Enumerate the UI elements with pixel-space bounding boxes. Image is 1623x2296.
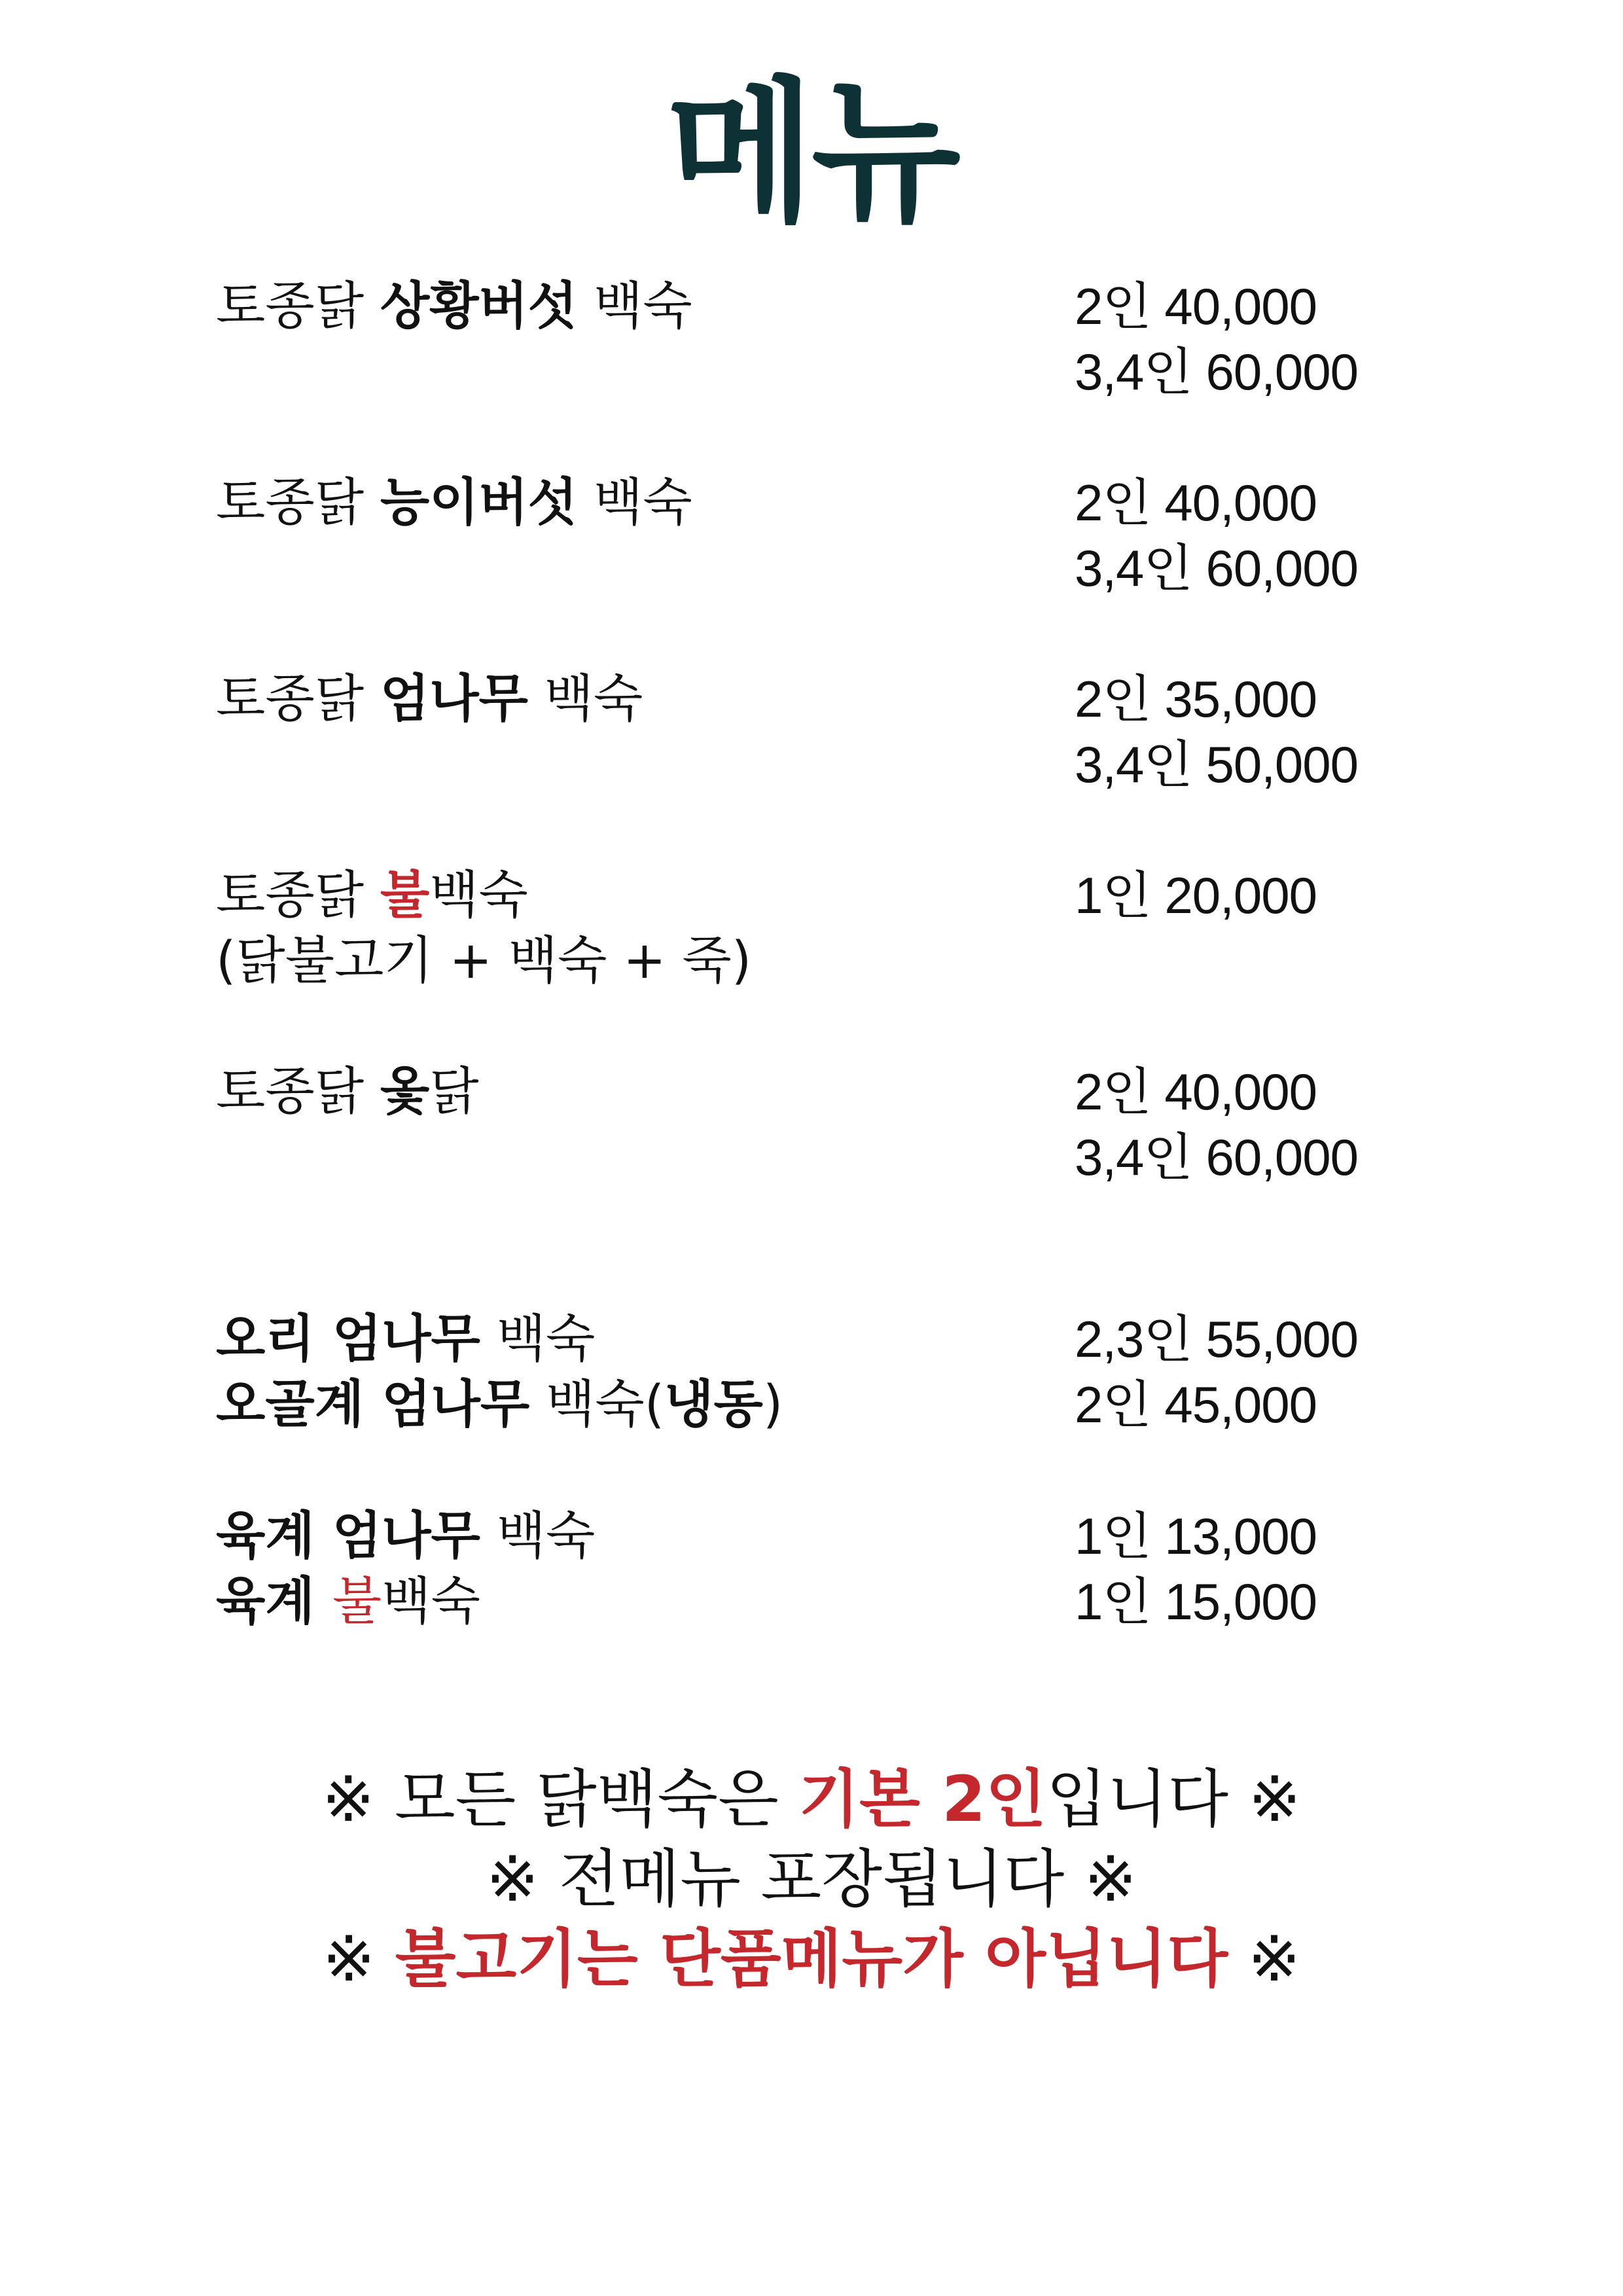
menu-item-highlight: 불 [380, 866, 430, 925]
price-line: 2인 40,000 [1075, 278, 1317, 335]
price-line: 2인 40,000 [1075, 474, 1317, 531]
menu-item-suffix: 백숙 [527, 670, 643, 728]
page-title: 메뉴 [666, 63, 957, 243]
price-line: 3,4인 60,000 [1075, 539, 1359, 597]
menu-item-prefix: 토종닭 [216, 277, 380, 336]
menu-item-suffix: 백숙 [577, 473, 692, 532]
menu-group-prices [1075, 1503, 1533, 1634]
menu-group-names [216, 1306, 1067, 1437]
price-line: 1인 13,000 [1075, 1507, 1317, 1565]
menu-item-name [216, 470, 1067, 535]
price-line: 3,4인 60,000 [1075, 1128, 1359, 1186]
menu-item-highlight: 옻 [380, 1062, 430, 1121]
menu-item-name: 오리 엄나무 백숙 [216, 1310, 596, 1369]
menu-item-description: (닭불고기 + 백숙 + 죽) [216, 931, 752, 990]
menu-item-suffix: 닭 [429, 1062, 479, 1121]
menu-item-highlight: 엄나무 [380, 670, 528, 728]
menu-item-name [216, 863, 1067, 994]
menu-item-name: 오골계 엄나무 백숙(냉동) [216, 1375, 783, 1434]
price-line: 2,3인 55,000 [1075, 1310, 1359, 1368]
menu-group-prices [1075, 1306, 1533, 1437]
menu-item-name: 육계 엄나무 백숙 [216, 1507, 596, 1566]
notice-line: ※ 전메뉴 포장됩니다 ※ [486, 1842, 1137, 1916]
price-line: 2인 35,000 [1075, 670, 1317, 728]
menu-group-names [216, 1503, 1067, 1634]
menu-item-name [216, 274, 1067, 339]
menu-item-highlight: 능이버섯 [380, 473, 578, 532]
menu-item-prices [1075, 666, 1533, 797]
menu-item-prices [1075, 274, 1533, 404]
menu-item-prefix: 토종닭 [216, 866, 380, 925]
notice-line: ※ 불고기는 단품메뉴가 아닙니다 ※ [322, 1922, 1301, 1996]
menu-item-name [216, 1059, 1067, 1124]
price-line: 2인 45,000 [1075, 1376, 1317, 1433]
notice-line: ※ 모든 닭백숙은 기본 2인입니다 ※ [321, 1763, 1301, 1836]
menu-item-name [216, 666, 1067, 732]
menu-item-suffix: 백숙 [577, 277, 692, 336]
menu-item-suffix: 백숙 [429, 866, 528, 925]
price-line: 3,4인 60,000 [1075, 343, 1359, 401]
notice-block [0, 1759, 1623, 1999]
menu-item-name: 육계 불백숙 [216, 1572, 480, 1631]
menu-item-prefix: 토종닭 [216, 1062, 380, 1121]
price-line: 3,4인 50,000 [1075, 736, 1359, 793]
menu-item-prices [1075, 863, 1533, 928]
menu-item-highlight: 상황버섯 [380, 277, 578, 336]
price-line: 1인 15,000 [1075, 1573, 1317, 1630]
price-line: 1인 20,000 [1075, 867, 1317, 924]
menu-item-prefix: 토종닭 [216, 473, 380, 532]
menu-item-prices [1075, 1059, 1533, 1190]
menu-item-prefix: 토종닭 [216, 670, 380, 728]
menu-item-prices [1075, 470, 1533, 601]
price-line: 2인 40,000 [1075, 1063, 1317, 1121]
